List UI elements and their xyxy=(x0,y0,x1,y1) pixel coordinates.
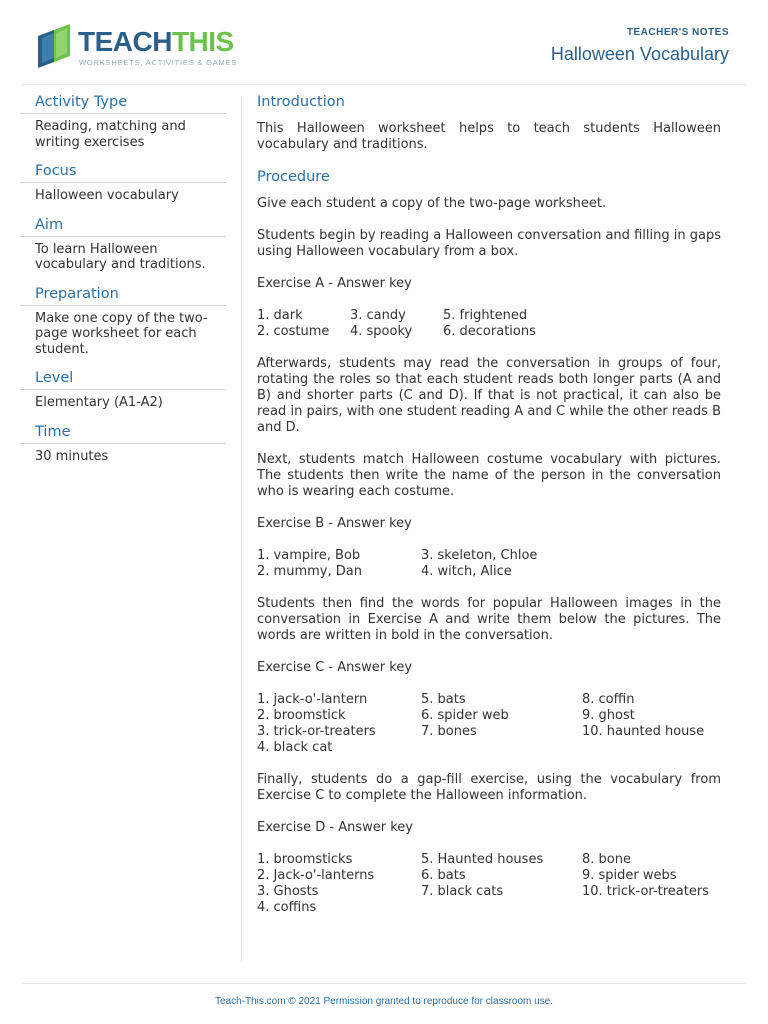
answer-item: 1. vampire, Bob xyxy=(257,548,361,563)
sidebar-body: To learn Halloween vocabulary and traditions. xyxy=(35,241,206,272)
answer-item: 8. bone xyxy=(582,852,631,867)
brand-teach: TEACH xyxy=(78,26,172,57)
sidebar-heading: Time xyxy=(20,424,226,444)
exercise-b-answer-key xyxy=(257,548,721,580)
main-content xyxy=(257,94,721,932)
answer-item: 2. costume xyxy=(257,324,330,339)
sidebar-body: Reading, matching and writing exercises xyxy=(35,119,186,150)
answer-item: 5. frightened xyxy=(443,308,528,323)
teach-this-logo xyxy=(36,24,236,70)
answer-item: 6. decorations xyxy=(443,324,536,339)
answer-item: 8. coffin xyxy=(582,692,635,707)
sidebar-aim xyxy=(20,217,226,273)
introduction-heading: Introduction xyxy=(257,94,345,110)
sidebar-body: Halloween vocabulary xyxy=(35,188,179,203)
answer-item: 1. jack-o'-lantern xyxy=(257,692,368,707)
answer-item: 3. skeleton, Chloe xyxy=(421,548,538,563)
procedure-paragraph: Finally, students do a gap-fill exercise, using the vocabulary from Exercise C to complete the Halloween information. xyxy=(257,772,721,803)
answer-item: 4. witch, Alice xyxy=(421,564,512,579)
sidebar-level xyxy=(20,370,226,411)
answer-item: 5. bats xyxy=(421,692,466,707)
sidebar-heading: Level xyxy=(20,370,226,390)
answer-item: 4. spooky xyxy=(350,324,413,339)
answer-item: 3. trick-or-treaters xyxy=(257,724,376,739)
answer-row xyxy=(257,852,721,868)
answer-row xyxy=(257,884,721,900)
answer-item: 1. dark xyxy=(257,308,303,323)
sidebar-body: Make one copy of the two-page worksheet for each student. xyxy=(35,310,208,357)
answer-row xyxy=(257,724,721,740)
answer-item: 1. broomsticks xyxy=(257,852,353,867)
answer-row xyxy=(257,868,721,884)
sidebar-heading: Preparation xyxy=(20,286,226,306)
answer-row xyxy=(257,308,721,324)
answer-row xyxy=(257,692,721,708)
procedure-paragraph: Afterwards, students may read the conversation in groups of four, rotating the roles so that each student reads both longer parts (A and B) and shorter parts (C and D). If that is not practical, it can also be read in pairs, with one student reading A and C while the other reads B and D. xyxy=(257,356,721,435)
book-logo-icon xyxy=(36,24,76,70)
answer-item: 10. trick-or-treaters xyxy=(582,884,709,899)
answer-item: 2. broomstick xyxy=(257,708,346,723)
answer-item: 9. spider webs xyxy=(582,868,677,883)
answer-row xyxy=(257,708,721,724)
answer-item xyxy=(582,900,721,916)
exercise-a-label: Exercise A - Answer key xyxy=(257,276,412,291)
answer-item: 10. haunted house xyxy=(582,724,705,739)
procedure-paragraph: Give each student a copy of the two-page worksheet. xyxy=(257,196,607,211)
sidebar-body: Elementary (A1-A2) xyxy=(35,395,163,410)
sidebar-heading: Activity Type xyxy=(20,94,226,114)
brand-this: THIS xyxy=(171,26,234,57)
answer-item: 3. Ghosts xyxy=(257,884,319,899)
answer-item xyxy=(421,740,582,756)
answer-item: 5. Haunted houses xyxy=(421,852,544,867)
answer-item: 6. bats xyxy=(421,868,466,883)
answer-item xyxy=(421,900,582,916)
header-title-block xyxy=(551,27,729,65)
answer-item: 7. black cats xyxy=(421,884,504,899)
exercise-a-answer-key xyxy=(257,308,721,340)
answer-row xyxy=(257,324,721,340)
answer-row xyxy=(257,900,721,916)
sidebar-time xyxy=(20,424,226,465)
answer-item: 2. Jack-o'-lanterns xyxy=(257,868,375,883)
exercise-c-answer-key xyxy=(257,692,721,756)
introduction-text: This Halloween worksheet helps to teach students Halloween vocabulary and traditions. xyxy=(257,121,721,152)
column-divider xyxy=(241,96,242,962)
answer-row xyxy=(257,548,721,564)
sidebar-focus xyxy=(20,163,226,204)
answer-item: 2. mummy, Dan xyxy=(257,564,362,579)
procedure-paragraph: Next, students match Halloween costume vocabulary with pictures. The students then write the name of the person in the conversation who is wearing each costume. xyxy=(257,452,721,499)
exercise-d-label: Exercise D - Answer key xyxy=(257,820,413,835)
teachers-notes-label: TEACHER'S NOTES xyxy=(626,27,729,38)
sidebar xyxy=(20,94,226,477)
answer-item: 6. spider web xyxy=(421,708,509,723)
procedure-heading: Procedure xyxy=(257,169,330,185)
exercise-d-answer-key xyxy=(257,852,721,916)
sidebar-heading: Aim xyxy=(20,217,226,237)
sidebar-heading: Focus xyxy=(20,163,226,183)
header-divider xyxy=(22,84,746,85)
answer-item: 4. black cat xyxy=(257,740,333,755)
answer-row xyxy=(257,564,721,580)
answer-item: 3. candy xyxy=(350,308,406,323)
sidebar-preparation xyxy=(20,286,226,358)
footer-divider xyxy=(22,983,746,984)
exercise-c-label: Exercise C - Answer key xyxy=(257,660,413,675)
page-title: Halloween Vocabulary xyxy=(550,44,729,64)
sidebar-body: 30 minutes xyxy=(35,448,109,464)
procedure-paragraph: Students begin by reading a Halloween conversation and filling in gaps using Halloween vocabulary from a box. xyxy=(257,228,721,259)
answer-item xyxy=(582,740,721,756)
answer-item: 7. bones xyxy=(421,724,477,739)
sidebar-activity-type xyxy=(20,94,226,150)
brand-tagline: WORKSHEETS, ACTIVITIES & GAMES xyxy=(79,58,238,67)
answer-item: 9. ghost xyxy=(582,708,635,723)
answer-row xyxy=(257,740,721,756)
footer-copyright: Teach-This.com © 2021 Permission granted to reproduce for classroom use. xyxy=(214,996,554,1007)
exercise-b-label: Exercise B - Answer key xyxy=(257,516,412,531)
answer-item: 4. coffins xyxy=(257,900,317,915)
procedure-paragraph: Students then find the words for popular Halloween images in the conversation in Exercise A and write them below the pictures. The words are written in bold in the conversation. xyxy=(257,596,721,643)
